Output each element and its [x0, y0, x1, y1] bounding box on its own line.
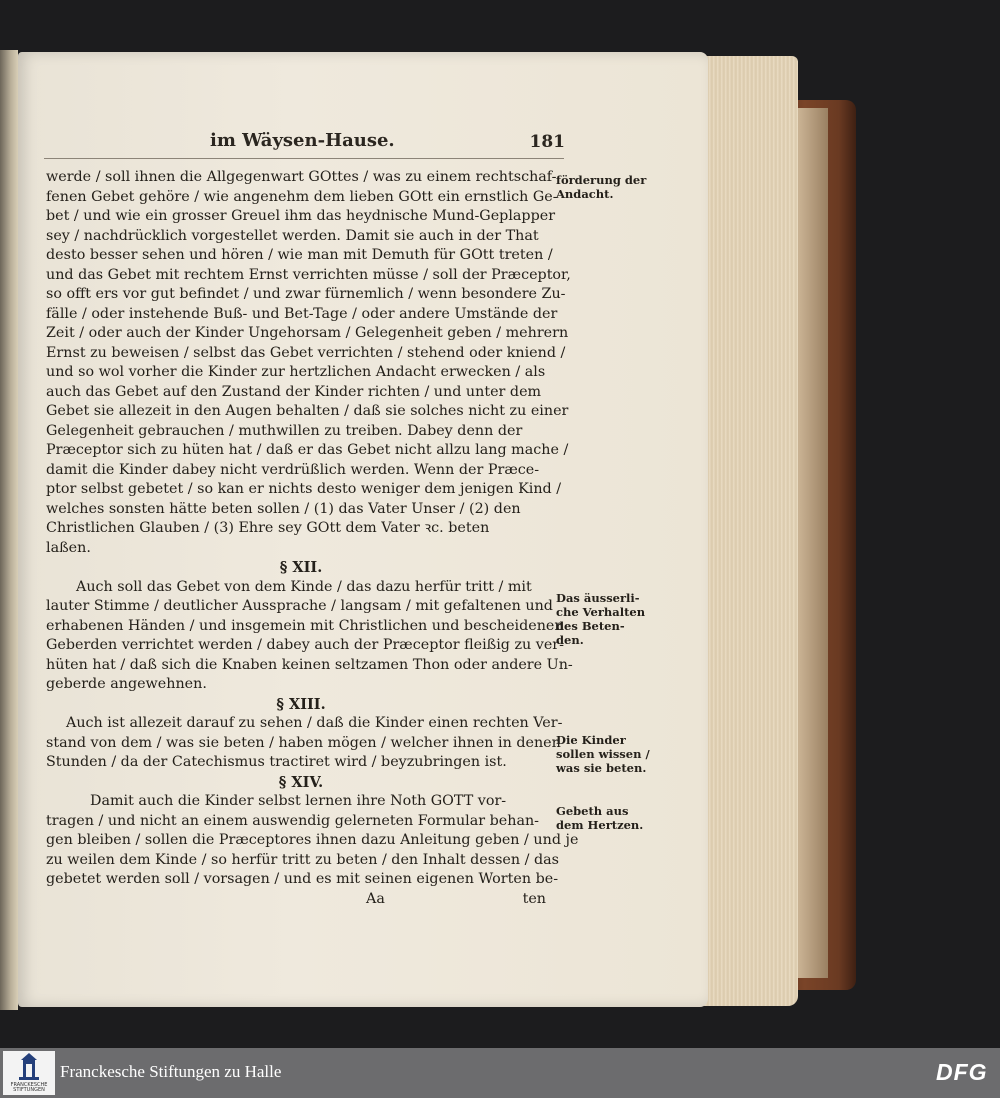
margin-note-line: sollen wissen /: [556, 747, 650, 761]
text-line: Ernst zu beweisen / selbst das Gebet verrichten / stehend oder kniend /: [46, 344, 566, 361]
text-line: Auch ist allezeit darauf zu sehen / daß die Kinder einen rechten Ver-: [66, 715, 563, 731]
text-line: und das Gebet mit rechtem Ernst verrichten müsse / soll der Præceptor,: [46, 266, 571, 283]
text-line: zu weilen dem Kinde / so herfür tritt zu beten / den Inhalt dessen / das: [46, 851, 559, 868]
margin-note-line: Gebeth aus: [556, 804, 629, 818]
text-line: Damit auch die Kinder selbst lernen ihre Noth GOTT vor-: [90, 793, 507, 809]
section-heading: § XII.: [279, 559, 323, 576]
text-line: Zeit / oder auch der Kinder Ungehorsam / Gelegenheit geben / mehrern: [46, 325, 569, 341]
text-line: erhabenen Händen / und insgemein mit Christlichen und bescheidenen: [46, 617, 564, 634]
running-head: im Wäysen-Hause.: [210, 130, 395, 151]
margin-note-line: dem Hertzen.: [556, 818, 644, 832]
institution-name[interactable]: Franckesche Stiftungen zu Halle: [60, 1062, 282, 1081]
text-line: bet / und wie ein grosser Greuel ihm das heydnische Mund-Geplapper: [46, 208, 556, 224]
text-line: so offt ers vor gut befindet / und zwar fürnemlich / wenn besondere Zu-: [46, 286, 566, 302]
text-line: lauter Stimme / deutlicher Aussprache / langsam / mit gefaltenen und: [46, 598, 553, 614]
logo-text-line: FRANCKESCHE: [10, 1082, 48, 1088]
catchword-left: Aa: [366, 890, 385, 907]
margin-note-line: Das äusserli-: [556, 591, 640, 605]
text-line: laßen.: [46, 539, 91, 556]
margin-note: [556, 733, 656, 775]
text-line: Stunden / da der Catechismus tractiret wird / beyzubringen ist.: [46, 754, 507, 770]
institution-logo[interactable]: [3, 1051, 55, 1095]
text-line: fälle / oder instehende Buß- und Bet-Tage / oder andere Umstände der: [46, 305, 558, 322]
text-line: geberde angewehnen.: [46, 676, 207, 692]
margin-note-line: Die Kinder: [556, 733, 626, 747]
section-heading: § XIV.: [278, 773, 324, 791]
text-line: hüten hat / daß sich die Knaben keinen seltzamen Thon oder andere Un-: [46, 656, 573, 673]
text-line: tragen / und nicht an einem auswendig gelerneten Formular behan-: [46, 812, 540, 829]
margin-note: [556, 591, 656, 647]
catchword-right: ten: [522, 890, 546, 907]
margin-note-line: che Verhalten: [556, 605, 646, 619]
text-line: fenen Gebet gehöre / wie angenehm dem lieben GOtt ein ernstlich Ge-: [46, 188, 558, 205]
text-line: Præceptor sich zu hüten hat / daß er das Gebet nicht allzu lang mache /: [46, 442, 569, 458]
text-line: stand von dem / was sie beten / haben mögen / welcher ihnen in denen: [46, 734, 561, 751]
text-line: damit die Kinder dabey nicht verdrüßlich werden. Wenn der Præce-: [46, 461, 540, 478]
margin-note-line: was sie beten.: [556, 761, 647, 775]
margin-note: [556, 173, 656, 201]
text-line: auch das Gebet auf den Zustand der Kinder richten / und unter dem: [46, 383, 542, 400]
margin-note-line: förderung der: [556, 173, 647, 187]
dfg-logo[interactable]: DFG: [936, 1059, 988, 1085]
text-line: Gebet sie allezeit in den Augen behalten / daß sie solches nicht zu einer: [46, 403, 569, 419]
text-line: Geberden verrichtet werden / dabey auch der Præceptor fleißig zu ver-: [46, 637, 564, 653]
catchword-line: [46, 890, 556, 910]
text-line: desto besser sehen und hören / wie man mit Demuth für GOtt treten /: [46, 247, 553, 263]
section-heading: § XIII.: [276, 695, 326, 713]
building-icon: [3, 1051, 55, 1083]
text-line: gebetet werden soll / vorsagen / und es mit seinen eigenen Worten be-: [46, 871, 559, 887]
text-line: Christlichen Glauben / (3) Ehre sey GOtt dem Vater ꝛc. beten: [46, 520, 490, 536]
margin-note-line: des Beten-: [556, 619, 625, 633]
margin-note-line: Andacht.: [556, 187, 614, 201]
text-line: und so wol vorher die Kinder zur hertzlichen Andacht erwecken / als: [46, 364, 546, 380]
left-page-edge: [0, 50, 18, 1010]
page-header: [210, 130, 565, 158]
body-text: [46, 168, 579, 910]
text-line: Auch soll das Gebet von dem Kinde / das dazu herfür tritt / mit: [76, 578, 532, 595]
margin-note-line: den.: [556, 633, 584, 647]
header-rule: [44, 158, 564, 159]
page-number: 181: [529, 132, 565, 152]
logo-text-line: STIFTUNGEN: [13, 1087, 45, 1093]
logo-label: [5, 1083, 53, 1093]
text-line: ptor selbst gebetet / so kan er nichts desto weniger dem jenigen Kind /: [46, 481, 562, 497]
margin-note: [556, 804, 656, 832]
text-line: werde / soll ihnen die Allgegenwart GOttes / was zu einem rechtschaf-: [46, 169, 557, 185]
text-line: gen bleiben / sollen die Præceptores ihnen dazu Anleitung geben / und je: [46, 832, 579, 848]
text-line: Gelegenheit gebrauchen / muthwillen zu treiben. Dabey denn der: [46, 422, 523, 439]
text-line: welches sonsten hätte beten sollen / (1) das Vater Unser / (2) den: [46, 500, 521, 517]
text-line: sey / nachdrücklich vorgestellet werden. Damit sie auch in der That: [46, 227, 539, 244]
